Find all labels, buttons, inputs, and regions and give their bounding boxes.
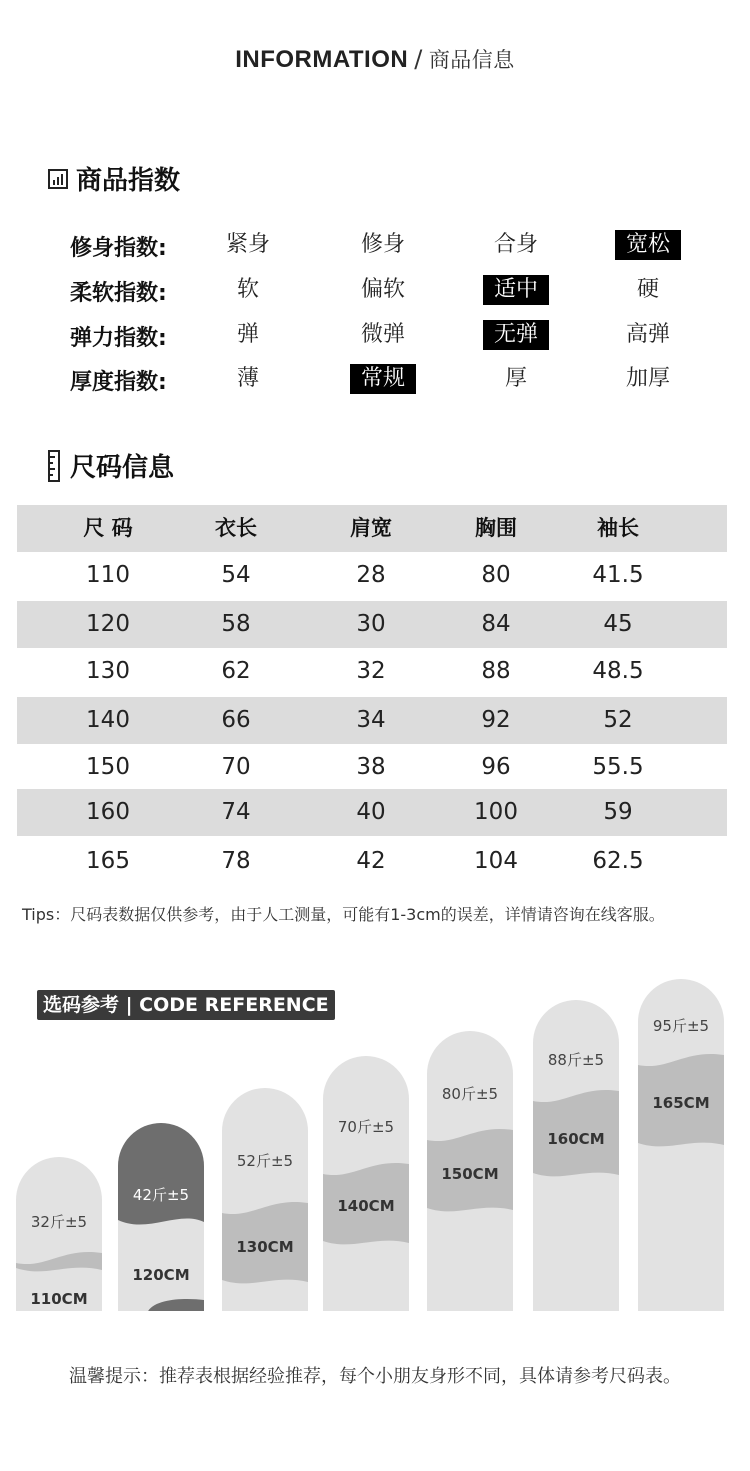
table-cell: 96 [481,754,511,780]
index-row-label: 修身指数: [70,236,167,261]
table-row [17,838,727,885]
table-cell: 40 [356,799,386,825]
table-cell: 110 [86,562,130,588]
index-option: 高弹 [625,322,670,347]
index-title-text: 商品指数 [76,166,181,196]
table-cell: 34 [356,707,386,733]
table-cell: 32 [356,658,386,684]
index-option-selected: 适中 [483,275,549,305]
size-pill [16,1157,102,1311]
pill-weight-label: 80斤±5 [441,1085,499,1103]
table-row [17,744,727,791]
pill-weight-label: 88斤±5 [547,1051,605,1069]
index-option: 弹 [236,322,259,347]
table-cell: 30 [356,611,386,637]
table-cell: 130 [86,658,130,684]
header-cn: 商品信息 [428,48,515,72]
pill-wave [222,1088,308,1311]
table-cell: 74 [221,799,251,825]
table-cell: 55.5 [592,754,644,780]
size-title-text: 尺码信息 [70,453,175,483]
pill-weight-label: 52斤±5 [236,1152,294,1170]
page-header [0,44,750,74]
table-cell: 58 [221,611,251,637]
table-cell: 80 [481,562,511,588]
index-option: 紧身 [225,232,270,257]
index-option-selected: 宽松 [615,230,681,260]
chart-icon [48,169,68,189]
table-row [17,789,727,836]
table-cell: 42 [356,848,386,874]
pill-weight-label: 95斤±5 [652,1017,710,1035]
table-cell: 120 [86,611,130,637]
index-option: 加厚 [625,366,670,391]
size-pill [638,979,724,1311]
pill-weight-label: 42斤±5 [132,1186,190,1204]
table-header-row [17,505,727,552]
pill-wave [323,1056,409,1311]
table-cell: 104 [474,848,518,874]
table-header-cell: 袖长 [597,516,639,540]
table-cell: 88 [481,658,511,684]
table-cell: 62 [221,658,251,684]
index-row-label: 厚度指数: [70,370,167,395]
pill-weight-label: 70斤±5 [337,1118,395,1136]
table-cell: 100 [474,799,518,825]
table-cell: 62.5 [592,848,644,874]
table-cell: 165 [86,848,130,874]
index-option: 合身 [493,232,538,257]
pill-height-label: 110CM [30,1290,88,1308]
table-header-cell: 胸围 [475,516,517,540]
pill-wave [533,1000,619,1311]
table-row [17,648,727,695]
table-cell: 84 [481,611,511,637]
index-option: 薄 [236,366,259,391]
header-en: INFORMATION [235,46,409,73]
index-option: 软 [236,277,259,302]
pill-weight-label: 32斤±5 [30,1213,88,1231]
table-cell: 28 [356,562,386,588]
size-pill [427,1031,513,1311]
size-pill [118,1123,204,1311]
table-cell: 78 [221,848,251,874]
pill-wave [16,1157,102,1311]
index-option: 厚 [504,366,527,391]
table-cell: 41.5 [592,562,644,588]
index-option: 修身 [360,232,405,257]
index-section-title [48,160,180,197]
table-row [17,552,727,599]
table-cell: 160 [86,799,130,825]
pill-height-label: 160CM [547,1130,605,1148]
size-pill [222,1088,308,1311]
pill-height-label: 140CM [337,1197,395,1215]
pill-height-label: 120CM [132,1266,190,1284]
table-row [17,697,727,744]
table-row [17,601,727,648]
table-cell: 70 [221,754,251,780]
table-header-cell: 尺 码 [83,516,133,540]
pill-height-label: 130CM [236,1238,294,1256]
size-tips: Tips：尺码表数据仅供参考，由于人工测量，可能有1-3cm的误差，详情请咨询在线客服。 [22,905,665,924]
table-cell: 45 [603,611,633,637]
table-cell: 52 [603,707,633,733]
table-cell: 48.5 [592,658,644,684]
ruler-icon [48,450,62,482]
size-pill [323,1056,409,1311]
table-cell: 59 [603,799,633,825]
index-option-selected: 常规 [350,364,416,394]
footer-tip: 温馨提示：推荐表根据经验推荐，每个小朋友身形不同，具体请参考尺码表。 [69,1366,681,1387]
index-row-label: 弹力指数: [70,326,167,351]
index-option: 微弹 [360,322,405,347]
index-row-label: 柔软指数: [70,281,167,306]
index-option: 偏软 [360,277,405,302]
index-option-selected: 无弹 [483,320,549,350]
table-header-cell: 肩宽 [350,516,392,540]
index-option: 硬 [636,277,659,302]
table-header-cell: 衣长 [215,516,257,540]
pill-height-label: 165CM [652,1094,710,1112]
size-pill [533,1000,619,1311]
code-reference-badge: 选码参考 | CODE REFERENCE [37,990,335,1020]
header-separator: / [414,45,423,73]
table-cell: 150 [86,754,130,780]
size-section-title [48,447,174,484]
table-cell: 140 [86,707,130,733]
table-cell: 54 [221,562,251,588]
table-cell: 66 [221,707,251,733]
table-cell: 38 [356,754,386,780]
pill-height-label: 150CM [441,1165,499,1183]
table-cell: 92 [481,707,511,733]
